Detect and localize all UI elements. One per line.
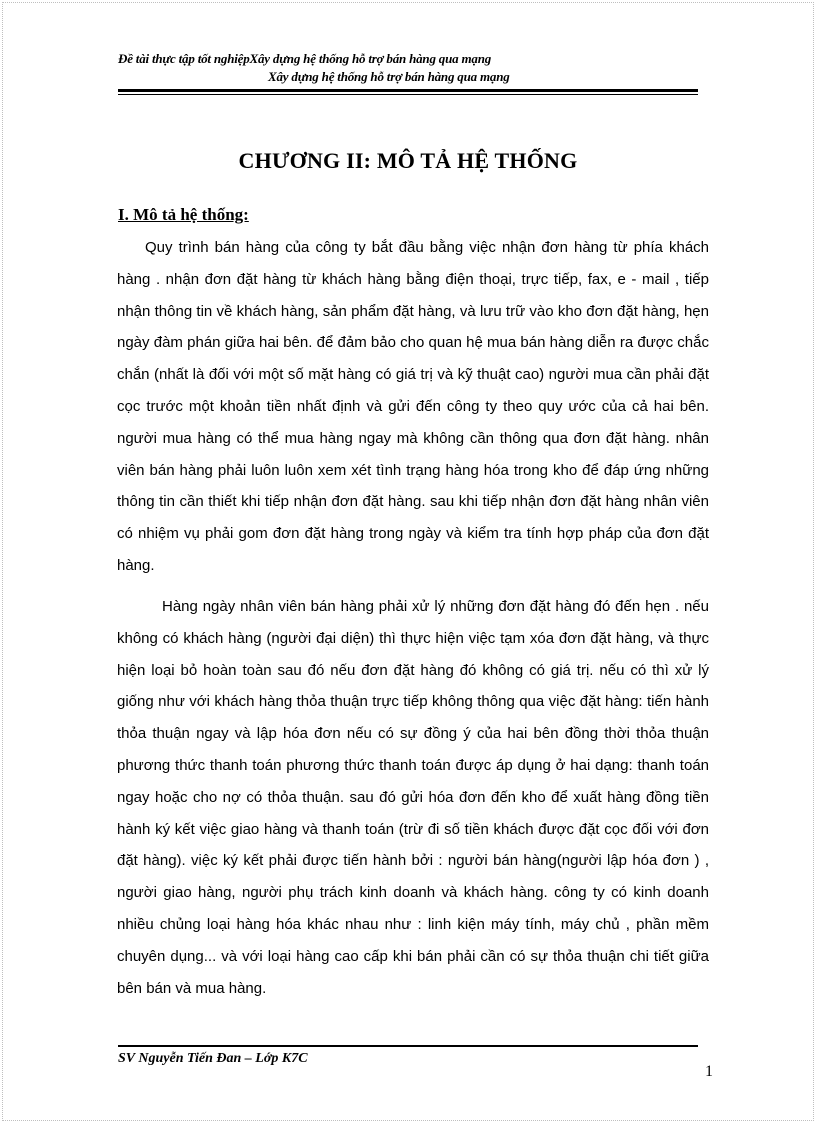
section-heading: I. Mô tả hệ thống: [118,205,249,224]
footer-rule [118,1045,698,1047]
header-line-2: Xây dựng hệ thống hỗ trợ bán hàng qua mạng [268,69,510,84]
page-number: 1 [705,1063,713,1080]
chapter-title: CHƯƠNG II: MÔ TẢ HỆ THỐNG [238,148,578,173]
footer-author: SV Nguyễn Tiến Đan – Lớp K7C [118,1051,308,1066]
body-paragraph-1: Quy trình bán hàng của công ty bắt đầu bằng việc nhận đơn hàng từ phía khách hàng . nhận đơn đặt hàng từ khách hàng bằng điện thoại, trực tiếp, fax, e - mail , tiếp nhận thông tin về khách hàng, sản phẩm đặt hàng, và lưu trữ vào kho đơn đặt hàng, hẹn ngày đàm phán giữa hai bên. để đảm bảo cho quan hệ mua bán hàng diễn ra được chắc chắn (nhất là đối với một số mặt hàng có giá trị và kỹ thuật cao) người mua cần phải đặt cọc trước một khoản tiền nhất định và gửi đến công ty theo quy ước của cả hai bên. người mua hàng có thể mua hàng ngay mà không cần thông qua đơn đặt hàng. nhân viên bán hàng phải luôn luôn xem xét tình trạng hàng hóa trong kho để đáp ứng những thông tin cần thiết khi tiếp nhận đơn đặt hàng. sau khi tiếp nhận đơn đặt hàng nhân viên có nhiệm vụ phải gom đơn đặt hàng trong ngày và kiểm tra tính hợp pháp của đơn đặt hàng. [117,239,709,574]
page-footer [118,1045,698,1067]
header-line-1: Đề tài thực tập tốt nghiệpXây dựng hệ thống hỗ trợ bán hàng qua mạng [118,51,492,66]
page-header [118,50,698,95]
header-rule [118,89,698,95]
body-paragraph-2: Hàng ngày nhân viên bán hàng phải xử lý những đơn đặt hàng đó đến hẹn . nếu không có khách hàng (người đại diện) thì thực hiện việc tạm xóa đơn đặt hàng, và thực hiện loại bỏ hoàn toàn sau đó nếu đơn đặt hàng đó không có giá trị. nếu có thì xử lý giống như với khách hàng thỏa thuận trực tiếp không thông qua việc đặt hàng: tiến hành thỏa thuận ngay và lập hóa đơn nếu có sự đồng ý của hai bên đồng thời thỏa thuận phương thức thanh toán phương thức thanh toán được áp dụng ở hai dạng: thanh toán ngay hoặc cho nợ có thỏa thuận. sau đó gửi hóa đơn đến kho để xuất hàng đồng tiền hành ký kết việc giao hàng và thanh toán (trừ đi số tiền khách được đặt cọc đối với đơn đặt hàng). việc ký kết phải được tiến hành bởi : người bán hàng(người lập hóa đơn ) , người giao hàng, người phụ trách kinh doanh và khách hàng. công ty có kinh doanh nhiều chủng loại hàng hóa khác nhau như : linh kiện máy tính, máy chủ , phần mềm chuyên dụng... và với loại hàng cao cấp khi bán phải cần có sự thỏa thuận chi tiết giữa bên bán và mua hàng. [117,598,709,997]
